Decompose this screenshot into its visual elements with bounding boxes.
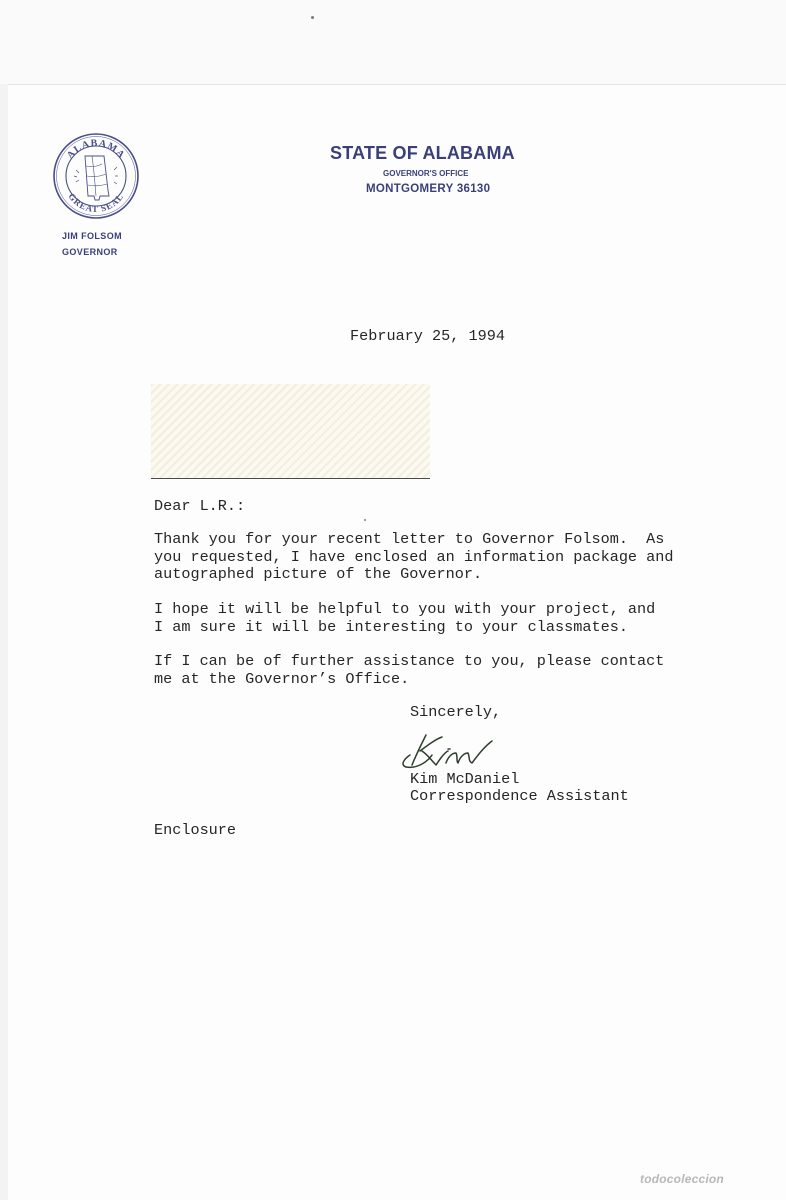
seal-bottom-text: GREAT SEAL [66,191,126,215]
scan-speck [364,519,366,521]
enclosure-note: Enclosure [154,821,237,839]
body-paragraph: If I can be of further assistance to you, please contact me at the Governor’s Office. [154,652,665,688]
body-paragraph: I hope it will be helpful to you with your project, and I am sure it will be interesting to your classmates. [154,600,656,636]
governor-title: GOVERNOR [62,247,118,257]
signer-name: Kim McDaniel [410,770,520,788]
scan-left-edge [0,84,8,1200]
watermark: todocoleccion [640,1172,724,1186]
governor-name: JIM FOLSOM [62,231,122,241]
closing: Sincerely, [410,703,502,721]
alabama-great-seal-icon [52,132,140,220]
seal-top-text: ALABAMA [64,137,128,162]
scan-speck [311,16,314,19]
handwritten-signature [398,725,508,771]
svg-text:ALABAMA [65,138,127,161]
letterhead-city: MONTGOMERY 36130 [366,183,491,195]
body-paragraph: Thank you for your recent letter to Governor Folsom. As you requested, I have enclosed an information package and autographed picture of the Governor. [154,530,674,583]
scan-top-strip [0,0,786,85]
signer-title: Correspondence Assistant [410,787,629,805]
redacted-address-block [151,384,430,479]
letterhead-state: STATE OF ALABAMA [330,143,515,163]
letterhead-office: GOVERNOR'S OFFICE [383,169,469,178]
letter-date: February 25, 1994 [350,327,505,345]
salutation: Dear L.R.: [154,497,246,515]
